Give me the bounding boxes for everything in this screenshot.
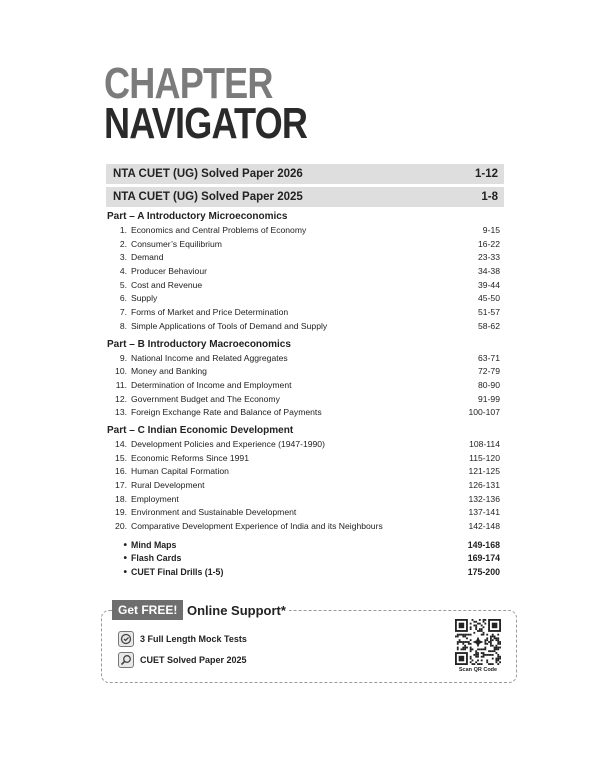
test-paper-icon [118,631,134,647]
chapter-title: Economics and Central Problems of Economy [131,225,307,235]
chapter-row[interactable] [107,379,500,393]
chapter-pages: 51-57 [478,307,500,318]
solved-paper-pages: 1-8 [481,191,498,203]
extra-row[interactable] [107,566,500,580]
chapter-row[interactable] [107,493,500,507]
chapter-pages: 137-141 [468,507,500,518]
qr-code[interactable] [455,619,501,665]
solved-paper-pages: 1-12 [474,168,498,180]
chapter-title: National Income and Related Aggregates [131,352,288,363]
chapter-pages: 63-71 [478,352,500,363]
chapter-title: Cost and Revenue [131,279,203,290]
chapter-pages: 72-79 [478,366,500,377]
chapter-number: 7. [119,307,127,318]
part-heading: Part – C Indian Economic Development [107,424,294,436]
chapter-title: Rural Development [131,480,205,490]
chapter-title: Money and Banking [131,366,207,377]
chapter-pages: 126-131 [468,480,500,490]
chapter-row[interactable] [107,438,500,452]
chapter-pages: 34-38 [478,266,500,277]
bullet-icon: • [123,567,127,579]
chapter-pages: 121-125 [468,466,500,477]
chapter-row[interactable] [107,393,500,407]
chapter-title: Demand [131,252,164,263]
chapter-number: 20. [115,521,127,532]
chapter-pages: 23-33 [478,252,500,263]
chapter-number: 11. [115,379,127,390]
get-free-badge: Get FREE! [112,600,183,620]
chapter-title: Human Capital Formation [131,466,229,477]
chapter-row[interactable] [107,224,500,238]
feature-mock-tests[interactable] [118,631,247,647]
chapter-number: 15. [115,452,127,463]
chapter-number: 18. [115,493,127,504]
chapter-row[interactable] [107,306,500,320]
chapter-pages: 100-107 [468,407,500,418]
chapter-row[interactable] [107,465,500,479]
feature-label: 3 Full Length Mock Tests [140,634,247,644]
chapter-pages: 132-136 [468,493,500,504]
chapter-pages: 45-50 [478,293,500,304]
chapter-pages: 91-99 [478,393,500,404]
chapter-pages: 9-15 [482,225,500,235]
bullet-icon: • [123,539,127,551]
chapter-pages: 115-120 [469,452,500,463]
chapter-title: Simple Applications of Tools of Demand and Supply [131,320,328,331]
solved-paper-label: NTA CUET (UG) Solved Paper 2025 [113,191,303,203]
solved-paper-row[interactable] [106,164,504,184]
chapter-title: Government Budget and The Economy [131,393,280,404]
chapter-pages: 39-44 [478,279,500,290]
chapter-row[interactable] [107,452,500,466]
chapter-number: 2. [119,238,127,249]
chapter-number: 6. [119,293,127,304]
chapter-number: 16. [115,466,127,477]
chapter-number: 12. [115,393,127,404]
feature-solved-paper[interactable] [118,652,247,668]
chapter-row[interactable] [107,265,500,279]
chapter-pages: 16-22 [478,238,500,249]
solved-paper-label: NTA CUET (UG) Solved Paper 2026 [113,168,303,180]
online-support-title: Online Support* [184,601,289,621]
chapter-heading-line2: NAVIGATOR [104,99,308,148]
scan-qr-caption: Scan QR Code [458,667,498,673]
extra-title: Flash Cards [131,553,182,564]
extra-row[interactable] [107,539,500,553]
chapter-row[interactable] [107,292,500,306]
chapter-row[interactable] [107,406,500,420]
table-of-contents [107,209,500,580]
chapter-number: 13. [115,407,127,418]
chapter-row[interactable] [107,279,500,293]
chapter-pages: 80-90 [478,379,500,390]
extra-row[interactable] [107,552,500,566]
chapter-row[interactable] [107,251,500,265]
chapter-number: 8. [119,320,127,331]
chapter-title: Foreign Exchange Rate and Balance of Payments [131,407,322,418]
part-heading: Part – B Introductory Macroeconomics [107,338,291,350]
chapter-title: Supply [131,293,158,304]
chapter-pages: 58-62 [478,320,500,331]
chapter-number: 3. [119,252,127,263]
chapter-title: Economic Reforms Since 1991 [131,452,249,463]
chapter-number: 9. [119,352,127,363]
chapter-row[interactable] [107,352,500,366]
chapter-title: Employment [131,493,179,504]
chapter-row[interactable] [107,238,500,252]
chapter-title: Forms of Market and Price Determination [131,307,289,318]
chapter-row[interactable] [107,320,500,334]
chapter-number: 17. [115,480,127,490]
chapter-row[interactable] [107,506,500,520]
chapter-number: 1. [119,225,127,235]
chapter-pages: 142-148 [468,521,500,532]
chapter-number: 5. [119,279,127,290]
chapter-heading-line1: CHAPTER [104,59,273,108]
part-heading: Part – A Introductory Microeconomics [107,211,288,222]
extra-pages: 149-168 [467,539,500,550]
chapter-row[interactable] [107,365,500,379]
chapter-row[interactable] [107,479,500,493]
chapter-number: 14. [115,438,127,449]
bullet-icon: • [123,553,127,565]
magnifier-icon [118,652,134,668]
solved-paper-row[interactable] [106,187,504,207]
chapter-title: Determination of Income and Employment [131,379,292,390]
feature-label: CUET Solved Paper 2025 [140,655,247,665]
chapter-pages: 108-114 [469,438,500,449]
chapter-title: Development Policies and Experience (1947-1990) [131,438,325,449]
chapter-title: Consumer’s Equilibrium [131,238,222,249]
chapter-title: Environment and Sustainable Development [131,507,297,518]
chapter-number: 19. [115,507,127,518]
extra-title: Mind Maps [131,539,177,550]
chapter-title: Producer Behaviour [131,266,207,277]
chapter-number: 10. [115,366,127,377]
chapter-row[interactable] [107,520,500,534]
extra-pages: 175-200 [467,567,500,578]
chapter-number: 4. [119,266,127,277]
extra-pages: 169-174 [467,553,500,564]
chapter-title: Comparative Development Experience of India and its Neighbours [131,521,383,532]
extra-title: CUET Final Drills (1-5) [131,567,224,578]
